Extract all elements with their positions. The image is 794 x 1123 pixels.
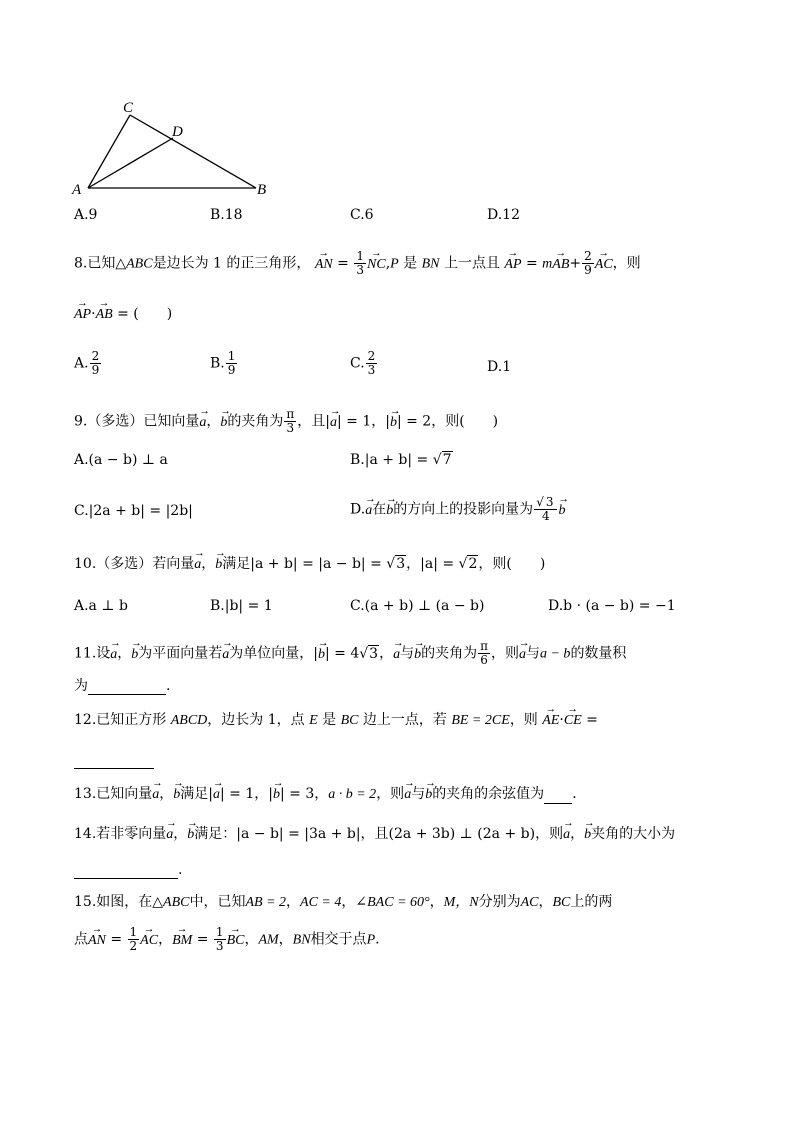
q15-eq: = <box>192 931 213 948</box>
vector-a: → a <box>222 647 229 664</box>
q11-text: ，则 <box>490 645 519 662</box>
q8-text: 是边长为 1 的正三角形， <box>152 255 311 272</box>
sqrt-radicand: 3 <box>369 645 379 662</box>
fraction-pi-6 <box>478 640 490 667</box>
vector-ac: → AC <box>595 257 613 274</box>
q13-text: | = 1，| <box>219 786 273 802</box>
q11-text: 的夹角为 <box>421 645 478 662</box>
answer-blank[interactable] <box>74 754 154 769</box>
q15-text: ， <box>278 931 293 948</box>
vector-b: → b <box>220 415 227 432</box>
q12-line2 <box>74 752 154 769</box>
q13-sep: ， <box>159 786 174 802</box>
q9-option-a[interactable]: A.(a − b) ⊥ a <box>74 452 168 468</box>
q15-bc: BC <box>552 895 571 910</box>
q12-text: ，则 <box>509 712 538 728</box>
q14-text: 满足：|a − b| = |3a + b|，且(2a + 3b) ⊥ (2a + b)，则 <box>194 826 564 842</box>
label-b: B <box>257 182 267 196</box>
vector-b: → b <box>584 827 591 844</box>
vector-b: → b <box>273 787 280 804</box>
vector-ae: → AE <box>542 713 559 730</box>
q13-text: 满足| <box>180 786 213 802</box>
option-fraction <box>226 350 238 377</box>
q8-plus: + <box>569 255 582 272</box>
q15-condition: ∠BAC = 60° <box>355 895 430 910</box>
q8-eq: = <box>332 255 354 272</box>
q13-expression: a · b = 2 <box>328 787 377 802</box>
vector-an: → AN <box>315 257 333 274</box>
label-a: A <box>72 182 82 196</box>
q10-text: 满足|a + b| = |a − b| = <box>222 556 387 572</box>
q7-option-c[interactable]: C.6 <box>350 207 374 223</box>
answer-blank[interactable] <box>544 803 572 804</box>
frac-den: 3 <box>215 939 224 954</box>
vector-a: → a <box>110 647 117 664</box>
q15-text: . <box>375 931 380 948</box>
sqrt-radicand: 3 <box>545 495 554 509</box>
vector-b: → b <box>390 415 397 432</box>
q15-text: ， <box>538 894 553 910</box>
q8-text: ，则 <box>612 255 641 272</box>
vector-b: → b <box>414 647 421 664</box>
frac-den: 3 <box>367 363 376 378</box>
q9-option-d[interactable] <box>350 496 565 523</box>
fraction-one-third <box>354 250 366 277</box>
q9-option-b[interactable] <box>350 452 453 468</box>
frac-den: 2 <box>129 939 138 954</box>
option-text: 的方向上的投影向量为 <box>393 501 534 518</box>
q13-text: ，则 <box>376 786 405 802</box>
q11-text: 为 <box>74 678 88 694</box>
q15-am: AM <box>258 932 279 948</box>
frac-den: 4 <box>542 509 550 524</box>
q10-text: 10.（多选）若向量 <box>74 556 195 572</box>
frac-den: 6 <box>480 653 488 668</box>
option-letter: D. <box>350 501 366 518</box>
vector-a: → a <box>365 503 372 519</box>
q13-text: 的夹角的余弦值为 <box>432 786 545 802</box>
q8-point-p: P <box>390 256 399 272</box>
vector-a: → a <box>194 557 201 574</box>
q8-answer-paren: = ( ) <box>112 306 173 322</box>
q14-text: 14.若非零向量 <box>74 826 167 842</box>
vector-a: → a <box>152 787 159 804</box>
vector-a: → a <box>199 415 206 432</box>
vector-b: → b <box>318 647 325 664</box>
q9-text: | = 1，| <box>336 413 390 430</box>
side-ac <box>88 115 130 188</box>
q10-stem <box>74 556 545 574</box>
q8-m: m <box>542 256 553 272</box>
q8-option-b[interactable] <box>210 350 238 377</box>
q15-p: P <box>366 932 376 948</box>
vector-a: → a <box>393 647 400 664</box>
q11-text: ， <box>379 645 394 662</box>
q11-sep: ， <box>117 645 132 662</box>
vector-ac: → AC <box>140 933 158 950</box>
frac-den: 9 <box>91 363 100 378</box>
option-letter: A. <box>74 355 89 372</box>
option-letter: D. <box>487 359 503 375</box>
q11-line2: 为 . <box>74 678 171 694</box>
q8-text: 8.已知△ <box>74 255 127 272</box>
q12-e: E <box>309 713 318 728</box>
q10-option-a[interactable]: A.a ⊥ b <box>74 598 128 614</box>
q10-option-b[interactable]: B.|b| = 1 <box>210 598 273 614</box>
vector-ce: → CE <box>564 713 582 730</box>
q12-text: 12.已知正方形 <box>74 712 167 728</box>
q15-text: ， <box>286 894 301 910</box>
q10-text: ，则( ) <box>478 556 546 572</box>
option-text: 在 <box>372 501 387 518</box>
q9-text: 的夹角为 <box>227 413 284 430</box>
q15-eq: = <box>105 931 127 948</box>
q13-text: 与 <box>411 786 426 802</box>
q10-sep: ， <box>201 556 216 572</box>
q15-text: 点 <box>74 931 88 948</box>
q12-text: ，边长为 1，点 <box>207 712 305 728</box>
vector-a: → a <box>563 827 570 844</box>
vector-ap: → AP <box>74 307 91 324</box>
q11-text: 为平面向量若 <box>138 645 223 662</box>
option-fraction <box>90 350 102 377</box>
vector-bc: → BC <box>227 933 245 950</box>
vector-a: → a <box>519 647 526 664</box>
q15-text: ， <box>429 894 444 910</box>
answer-blank[interactable] <box>88 694 166 695</box>
vector-ap: → AP <box>504 257 521 274</box>
q15-text: ， <box>341 894 356 910</box>
q14-sep: ， <box>173 826 188 842</box>
vector-a: → a <box>213 787 220 804</box>
q8-stem <box>74 250 641 277</box>
sqrt-two: √2 <box>458 556 478 572</box>
frac-num: 1 <box>356 249 365 263</box>
q13-text: 13.已知向量 <box>74 786 153 802</box>
vector-a: → a <box>166 827 173 844</box>
q8-abc: ABC <box>126 256 153 272</box>
sqrt-three: √3 <box>386 556 406 572</box>
q15-condition: AB = 2 <box>245 895 287 910</box>
frac-num: π <box>480 639 488 653</box>
frac-num: √ 3 <box>534 496 557 510</box>
option-letter: B. <box>210 355 225 372</box>
triangle-figure <box>68 96 278 196</box>
q12-stem <box>74 712 598 730</box>
q7-option-a[interactable]: A.9 <box>74 207 98 223</box>
q8-bn: BN <box>421 256 440 272</box>
q12-text: 是 <box>322 712 337 728</box>
triangle-svg <box>68 96 278 196</box>
vector-a: → a <box>330 415 337 432</box>
q8-eq: = <box>521 255 543 272</box>
dot-operator: · <box>559 712 564 728</box>
q9-sep: ， <box>206 413 221 430</box>
frac-num: 1 <box>129 925 138 939</box>
q12-eq: = <box>581 712 598 728</box>
frac-den: 9 <box>584 263 592 278</box>
q11-text: 的数量积 <box>570 645 627 662</box>
q7-option-b[interactable]: B.18 <box>210 207 243 223</box>
q15-bn: BN <box>292 932 311 948</box>
vector-a: → a <box>404 787 411 804</box>
q8-text: , <box>385 255 391 272</box>
q11-expression: a − b <box>539 646 571 662</box>
q9-text: | = 2，则( ) <box>396 413 499 430</box>
option-text: B.|a + b| = <box>350 452 433 468</box>
q11-text: 与 <box>525 645 540 662</box>
frac-num: π <box>286 407 295 421</box>
q11-stem <box>74 640 626 667</box>
q15-abc: ABC <box>163 895 190 910</box>
q9-text: ，且| <box>297 413 330 430</box>
vector-b: → b <box>131 647 138 664</box>
fraction-sqrt3-4 <box>534 496 557 523</box>
q13-stem <box>74 786 577 804</box>
vector-b: → b <box>187 827 194 844</box>
vector-b: → b <box>425 787 432 804</box>
q11-text: | = 4 <box>324 645 360 662</box>
q8-line2 <box>74 306 172 324</box>
vector-ab: → AB <box>96 307 113 324</box>
sqrt-radicand: 2 <box>468 556 478 572</box>
vector-b: → b <box>558 503 565 519</box>
q8-option-d[interactable] <box>487 359 511 375</box>
fraction-one-third <box>214 926 226 953</box>
vector-b: → b <box>173 787 180 804</box>
q13-text: | = 3， <box>279 786 329 802</box>
sqrt-radicand: 7 <box>442 452 452 468</box>
q9-option-c[interactable]: C.|2a + b| = |2b| <box>74 503 193 519</box>
fraction-pi-3 <box>284 408 296 435</box>
q14-line2: . <box>74 862 182 879</box>
q14-sep: ， <box>570 826 585 842</box>
q9-text: 9.（多选）已知向量 <box>74 413 200 430</box>
q8-text: 是 <box>403 255 418 272</box>
q7-option-d[interactable]: D.12 <box>487 207 520 223</box>
sqrt-radicand: 3 <box>396 556 406 572</box>
frac-num: 2 <box>367 349 376 363</box>
frac-den: 9 <box>227 363 236 378</box>
q15-points: M，N <box>443 895 479 910</box>
q15-stem <box>74 894 612 912</box>
q14-text: 夹角的大小为 <box>591 826 676 842</box>
label-c: C <box>123 100 134 116</box>
vector-b: → b <box>386 503 393 519</box>
q15-ac: AC <box>520 895 539 910</box>
answer-blank[interactable] <box>74 864 178 879</box>
segment-ad <box>88 138 173 188</box>
frac-num: 2 <box>91 349 100 363</box>
q8-text: 上一点且 <box>443 255 500 272</box>
q8-option-c[interactable] <box>350 350 378 377</box>
q8-option-a[interactable] <box>74 350 102 377</box>
vector-ab: → AB <box>552 257 569 274</box>
q10-text: ，|a| = <box>406 556 459 572</box>
q13-text: . <box>572 786 577 802</box>
q15-text: ， <box>244 931 259 948</box>
q14-stem <box>74 826 675 844</box>
q9-stem <box>74 408 498 435</box>
q15-text: 相交于点 <box>310 931 367 948</box>
q10-option-c[interactable]: C.(a + b) ⊥ (a − b) <box>350 598 485 614</box>
option-value: 1 <box>502 359 512 375</box>
fraction-one-half <box>128 926 140 953</box>
frac-num: 1 <box>227 349 236 363</box>
q11-text: 11.设 <box>74 645 111 662</box>
q12-bc: BC <box>340 713 359 728</box>
option-letter: C. <box>350 355 365 372</box>
q10-option-d[interactable]: D.b · (a − b) = −1 <box>548 598 676 614</box>
q11-text: 与 <box>400 645 415 662</box>
q15-text: 15.如图，在△ <box>74 894 164 910</box>
q12-abcd: ABCD <box>170 713 208 728</box>
frac-den: 3 <box>286 421 295 436</box>
q12-condition: BE = 2CE <box>451 713 510 728</box>
frac-num: 1 <box>215 925 224 939</box>
fraction-two-ninths <box>582 250 594 277</box>
vector-bm: → BM <box>172 933 192 950</box>
q15-line2 <box>74 926 380 953</box>
frac-num: 2 <box>584 249 592 263</box>
frac-den: 3 <box>356 263 365 278</box>
q15-text: ， <box>158 931 173 948</box>
sqrt-seven: √7 <box>432 452 452 468</box>
vector-an: → AN <box>88 933 106 950</box>
q15-text: 上的两 <box>570 894 613 910</box>
q12-text: 边上一点，若 <box>362 712 447 728</box>
q11-text: 为单位向量，| <box>229 645 318 662</box>
label-d: D <box>172 124 183 140</box>
q15-text: 分别为 <box>478 894 521 910</box>
option-fraction <box>366 350 378 377</box>
vector-b: → b <box>215 557 222 574</box>
q15-text: 中，已知 <box>189 894 246 910</box>
sqrt-three: √3 <box>359 645 379 662</box>
q15-condition: AC = 4 <box>300 895 342 910</box>
dot-operator: · <box>91 306 96 322</box>
vector-nc: → NC <box>367 257 386 274</box>
